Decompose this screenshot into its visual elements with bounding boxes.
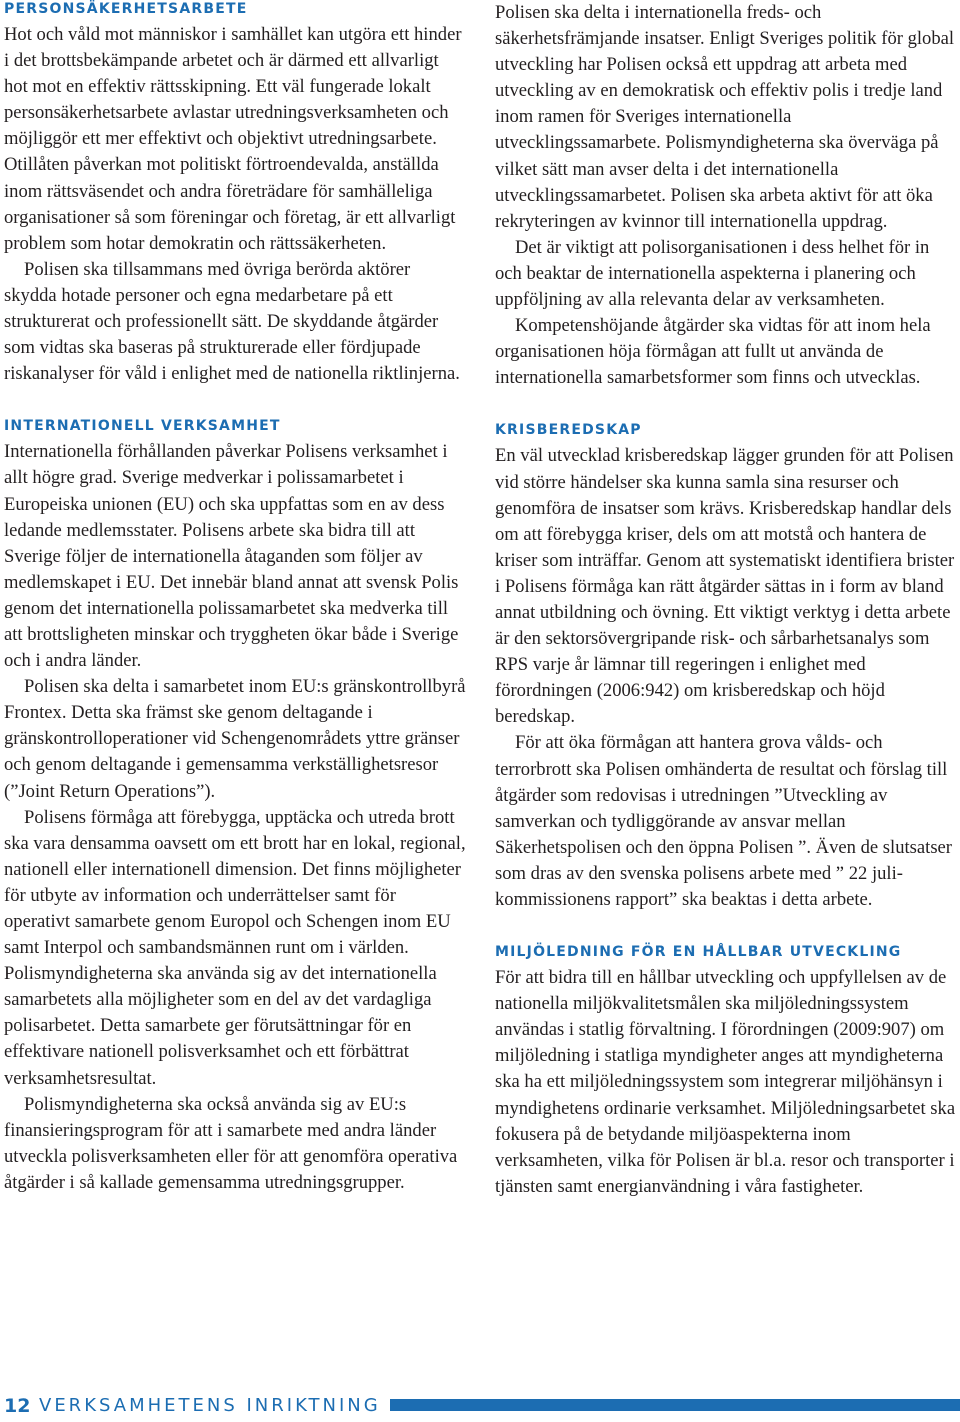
body-paragraph: Polisen ska tillsammans med övriga berörda aktörer skydda hotade personer och egna medarbetare på ett strukturerat och professionellt sätt. De skyddande åtgärder som vidtas ska baseras på strukturerade eller fördjupade riskanalyser för våld i enlighet med de nationella riktlinjerna.	[4, 258, 460, 385]
page-footer	[0, 1393, 960, 1421]
body-paragraph: Polismyndigheterna ska också använda sig av EU:s finansieringsprogram för att i samarbete med andra länder utveckla polisverksamheten eller för att genomföra operativa åtgärder i så kallade gemensamma utredningsgrupper.	[4, 1093, 458, 1193]
footer-accent-bar	[390, 1399, 960, 1411]
section-heading-personsakerhetsarbete: PERSONSÄKERHETSARBETE	[4, 1, 248, 17]
body-paragraph: En väl utvecklad krisberedskap lägger grunden för att Polisen vid större händelser ska kunna samla sina resurser och genomföra de insatser som krävs. Krisberedskap handlar dels om att förebygga kriser, dels om att motstå och hantera de kriser som inträffar. Genom att systematiskt identifiera brister i Polisens förmåga kan rätt åtgärder sättas in i form av bland annat utbildning och övning. Ett viktigt verktyg i detta arbete är den sektorsövergripande risk- och sårbarhetsanalys som RPS varje år lämnar till regeringen i enlighet med förordningen (2006:942) om krisberedskap och höjd beredskap.	[495, 445, 955, 728]
body-paragraph: Polisen ska delta i samarbetet inom EU:s gränskontrollbyrå Frontex. Detta ska främst ske genom deltagande i gränskontrolloperationer vid Schengenområdets yttre gränser och genom deltagande i gemensamma verkställighetsresor (”Joint Return Operations”).	[4, 676, 466, 802]
section-heading-krisberedskap: KRISBEREDSKAP	[495, 422, 642, 439]
body-paragraph: För att öka förmågan att hantera grova vålds- och terrorbrott ska Polisen omhänderta de resultat och förslag till åtgärder som redovisas i utredningen ”Utveckling av samverkan och tydliggörande av ansvar mellan Säkerhetspolisen och den öppna Polisen ”. Även de slutsatser som dras av den svenska polisens arbete med ” 22 juli-kommissionens rapport” ska beaktas i detta arbete.	[495, 732, 952, 910]
body-paragraph: Det är viktigt att polisorganisationen i dess helhet för in och beaktar de internationella aspekterna i planering och uppföljning av alla relevanta delar av verksamheten.	[495, 236, 930, 311]
body-paragraph: Hot och våld mot människor i samhället kan utgöra ett hinder i det brottsbekämpande arbetet och är därmed ett allvarligt hot mot en effektiv rättsskipning. Ett väl fungerade lokalt personsäkerhetsarbete avlastar utredningsverksamheten och möjliggör ett mer effektivt och objektivt utredningsarbete. Otillåten påverkan mot politiskt förtroendevalda, anställda inom rättsväsendet och andra företrädare för samhälleliga organisationer så som föreningar och företag, är ett allvarligt problem som hotar demokratin och rättssäkerheten.	[4, 24, 462, 254]
body-paragraph: Polisen ska delta i internationella freds- och säkerhetsfrämjande insatser. Enligt Sveriges politik för global utveckling har Polisen också ett uppdrag att arbeta med utveckling av en demokratisk och effektiv polis i tredje land inom ramen för Sveriges internationella utvecklingssamarbete. Polismyndigheterna ska överväga på vilket sätt man avser delta i det internationella utvecklingssamarbetet. Polisen ska arbeta aktivt för att öka rekryteringen av kvinnor till internationella uppdrag.	[495, 2, 955, 232]
page-number: 12	[4, 1395, 31, 1417]
running-footer-title: VERKSAMHETENS INRIKTNING	[39, 1395, 381, 1416]
left-column	[4, 0, 466, 1196]
body-paragraph: Kompetenshöjande åtgärder ska vidtas för att inom hela organisationen höja förmågan att fullt ut använda de internationella samarbetsformer som finns och utvecklas.	[495, 315, 931, 389]
body-paragraph: För att bidra till en hållbar utveckling och uppfyllelsen av de nationella miljökvalitetsmålen ska miljöledningssystem användas i statlig förvaltning. I förordningen (2009:907) om miljöledning i statliga myndigheter anges att myndigheterna ska ha ett miljöledningssystem som integrerar miljöhänsyn i myndighetens ordinarie verksamhet. Miljöledningsarbetet ska fokusera på de betydande miljöaspekterna inom verksamheten, vilka för Polisen är bl.a. resor och transporter i tjänsten samt energianvändning i våra fastigheter.	[495, 967, 956, 1197]
section-heading-miljoledning: MILJÖLEDNING FÖR EN HÅLLBAR UTVECKLING	[495, 944, 902, 961]
right-column	[495, 0, 957, 1200]
body-paragraph: Polisens förmåga att förebygga, upptäcka och utreda brott ska vara densamma oavsett om ett brott har en lokal, regional, nationell eller internationell dimension. Det finns möjligheter för utbyte av information och underrättelser samt för operativt samarbete genom Europol och Schengen inom EU samt Interpol och sambandsmännen runt om i världen. Polismyndigheterna ska använda sig av det internationella samarbetets alla möjligheter som en del av det vardagliga polisarbetet. Detta samarbete ger förutsättningar för en effektivare nationell polisverksamhet och ett förbättrat verksamhetsresultat.	[4, 806, 466, 1089]
body-paragraph: Internationella förhållanden påverkar Polisens verksamhet i allt högre grad. Sverige medverkar i polissamarbetet i Europeiska unionen (EU) och ska uppfattas som en av dess ledande medlemsstater. Polisens arbete ska bidra till att Sverige följer de internationella åtaganden som följer av medlemskapet i EU. Det innebär bland annat att svensk Polis genom det internationella polissamarbetet ska medverka till att brottsligheten minskar och tryggheten ökar både i Sverige och i andra länder.	[4, 441, 459, 672]
section-heading-internationell-verksamhet: INTERNATIONELL VERKSAMHET	[4, 418, 281, 435]
